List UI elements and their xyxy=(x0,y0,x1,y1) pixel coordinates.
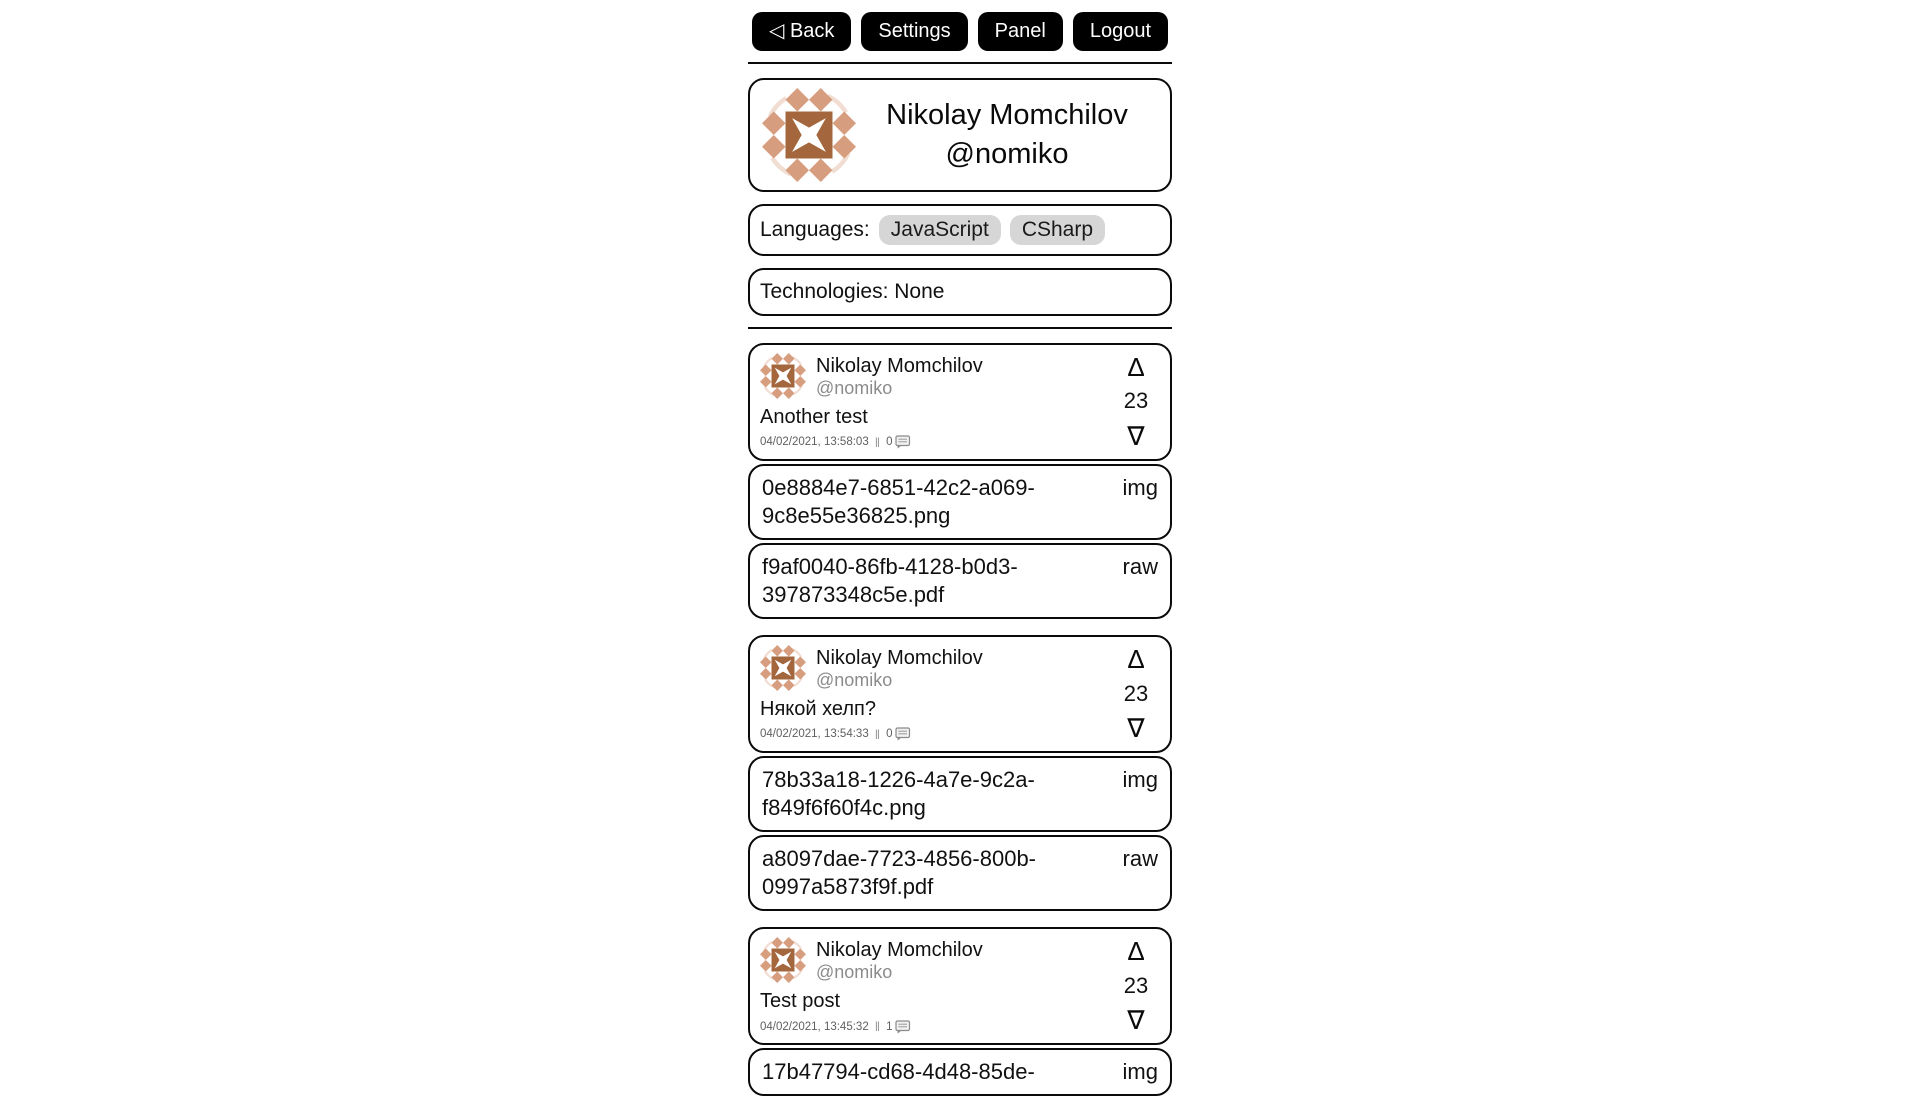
profile-name-block xyxy=(856,96,1158,174)
vote-score: 23 xyxy=(1123,388,1149,414)
identicon-graphic xyxy=(762,88,856,182)
technologies-card xyxy=(748,268,1172,316)
vote-column xyxy=(1112,937,1160,1034)
attachment-type-label: raw xyxy=(1122,846,1158,872)
toolbar xyxy=(748,12,1172,51)
post-header xyxy=(748,635,1172,753)
comment-count: 0 xyxy=(886,728,893,741)
downvote-button[interactable]: ∇ xyxy=(1127,420,1145,451)
post-meta xyxy=(760,435,1112,450)
meta-separator: ‖ xyxy=(874,434,881,450)
attachment-filename: 78b33a18-1226-4a7e-9c2a-f849f6f60f4c.png xyxy=(762,766,1035,820)
page xyxy=(748,0,1172,1096)
vote-column xyxy=(1112,353,1160,450)
comment-count: 0 xyxy=(886,436,893,449)
languages-card xyxy=(748,204,1172,256)
attachment-row[interactable] xyxy=(748,543,1172,619)
meta-separator: ‖ xyxy=(874,726,881,742)
post-header xyxy=(748,927,1172,1045)
post-meta xyxy=(760,727,1112,742)
attachments-list xyxy=(748,1048,1172,1096)
profile-card xyxy=(748,78,1172,192)
post-author-handle: @nomiko xyxy=(816,670,893,691)
upvote-button[interactable]: Δ xyxy=(1127,936,1145,967)
downvote-button[interactable]: ∇ xyxy=(1127,712,1145,743)
settings-button[interactable]: Settings xyxy=(861,12,967,51)
comment-icon xyxy=(895,727,911,741)
post-author-handle: @nomiko xyxy=(816,962,893,983)
post-title[interactable]: Test post xyxy=(760,990,841,1013)
attachment-filename: f9af0040-86fb-4128-b0d3-397873348c5e.pdf xyxy=(762,553,1018,608)
upvote-button[interactable]: Δ xyxy=(1127,644,1145,675)
post-author-handle: @nomiko xyxy=(816,378,893,398)
attachment-row[interactable] xyxy=(748,464,1172,540)
attachment-filename: a8097dae-7723-4856-800b-0997a5873f9f.pdf xyxy=(762,846,1037,900)
attachment-type-label: img xyxy=(1122,766,1158,792)
attachment-type-label: raw xyxy=(1122,553,1158,579)
attachment-row[interactable] xyxy=(748,756,1172,832)
language-badge-csharp: CSharp xyxy=(1010,215,1105,245)
attachments-list xyxy=(748,464,1172,620)
identicon-graphic xyxy=(760,645,806,691)
comment-icon xyxy=(895,1020,911,1034)
languages-label: Languages: xyxy=(760,218,870,241)
panel-button[interactable]: Panel xyxy=(978,12,1063,51)
top-divider xyxy=(748,62,1172,64)
post-timestamp: 04/02/2021, 13:54:33 xyxy=(760,728,869,741)
attachment-row[interactable] xyxy=(748,835,1172,911)
upvote-button[interactable]: Δ xyxy=(1127,352,1145,382)
attachment-filename: 17b47794-cd68-4d48-85de- xyxy=(762,1059,1035,1085)
posts-list xyxy=(748,343,1172,1096)
attachment-type-label: img xyxy=(1122,1059,1158,1085)
meta-separator: ‖ xyxy=(874,1019,881,1035)
post-timestamp: 04/02/2021, 13:45:32 xyxy=(760,1020,869,1033)
technologies-value: None xyxy=(894,280,945,303)
profile-handle: @nomiko xyxy=(945,138,1069,170)
attachment-filename: 0e8884e7-6851-42c2-a069-9c8e55e36825.png xyxy=(762,474,1035,528)
post-timestamp: 04/02/2021, 13:58:03 xyxy=(760,436,869,449)
post-card xyxy=(748,635,1172,911)
posts-divider xyxy=(748,327,1172,329)
vote-score: 23 xyxy=(1123,972,1149,998)
post-author-avatar-identicon[interactable] xyxy=(760,937,806,983)
post-title[interactable]: Another test xyxy=(760,405,868,428)
post-author-name: Nikolay Momchilov xyxy=(816,355,983,377)
back-button[interactable]: ◁ Back xyxy=(752,12,851,51)
post-author-name: Nikolay Momchilov xyxy=(816,647,983,670)
profile-avatar-identicon xyxy=(762,88,856,182)
comment-icon xyxy=(895,435,911,449)
language-badge-javascript: JavaScript xyxy=(879,215,1001,245)
attachment-row[interactable] xyxy=(748,1048,1172,1096)
profile-name: Nikolay Momchilov xyxy=(886,98,1128,131)
logout-button[interactable]: Logout xyxy=(1073,12,1168,51)
post-author-name: Nikolay Momchilov xyxy=(816,939,983,962)
post-author-avatar-identicon[interactable] xyxy=(760,353,806,399)
downvote-button[interactable]: ∇ xyxy=(1127,1005,1145,1036)
post-title[interactable]: Някой хелп? xyxy=(760,697,876,720)
vote-column xyxy=(1112,645,1160,742)
post-header xyxy=(748,343,1172,461)
post-meta xyxy=(760,1019,1112,1034)
comment-count: 1 xyxy=(886,1020,893,1033)
attachments-list xyxy=(748,756,1172,912)
post-card xyxy=(748,343,1172,619)
vote-score: 23 xyxy=(1123,680,1149,706)
identicon-graphic xyxy=(760,937,806,983)
attachment-type-label: img xyxy=(1122,474,1158,500)
technologies-label: Technologies: xyxy=(760,280,889,303)
identicon-graphic xyxy=(760,353,806,399)
post-author-avatar-identicon[interactable] xyxy=(760,645,806,691)
